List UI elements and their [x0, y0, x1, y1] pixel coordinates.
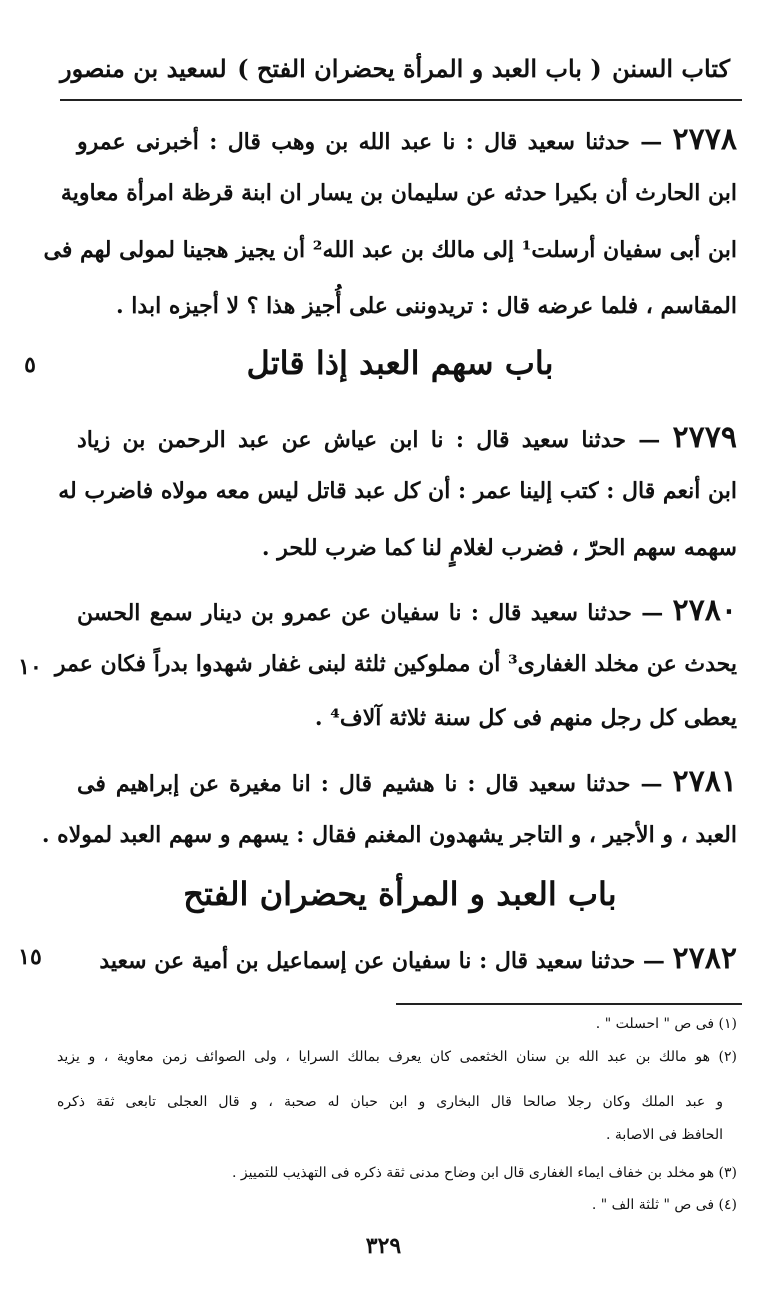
margin-line-number: ١٠: [18, 654, 42, 680]
hadith-2779-line-1: ٢٧٧٩ — حدثنا سعيد قال : نا ابن عياش عن عبد الرحمن بن زياد: [77, 420, 737, 455]
margin-line-number: ١٥: [18, 944, 42, 970]
hadith-2778-line-4: المقاسم ، فلما عرضه قال : تريدوننى على أُجيز هذا ؟ لا أجيزه ابدا .: [115, 293, 737, 319]
chapter-title: باب سهم العبد إذا قاتل: [246, 344, 554, 382]
margin-line-number: ٥: [24, 352, 36, 378]
hadith-number: ٢٧٨٠: [672, 593, 737, 628]
footnote-rule: [396, 1003, 742, 1005]
hadith-2779-line-2: ابن أنعم قال : كتب إلينا عمر : أن كل عبد قاتل ليس معه مولاه فاضرب له: [58, 478, 737, 504]
hadith-2779-line-3: سهمه سهم الحرّ ، فضرب لغلامٍ لنا كما ضرب للحر .: [261, 535, 737, 561]
chapter-title: باب العبد و المرأة يحضران الفتح: [183, 875, 617, 913]
hadith-number: ٢٧٧٨: [672, 122, 737, 157]
hadith-number: ٢٧٧٩: [672, 420, 737, 455]
hadith-2780-line-3: يعطى كل رجل منهم فى كل سنة ثلاثة آلاف⁴ .: [314, 705, 737, 731]
footnote-4: (٤) فى ص " ثلثة الف " .: [591, 1197, 737, 1213]
hadith-2778-line-3: ابن أبى سفيان أرسلت¹ إلى مالك بن عبد الله² أن يجيز هجينا لمولى لهم فى: [43, 237, 737, 263]
hadith-2780-line-2: يحدث عن مخلد الغفارى³ أن مملوكين ثلثة لبنى غفار شهدوا بدراً فكان عمر: [54, 651, 737, 677]
hadith-number: ٢٧٨١: [672, 764, 737, 799]
running-header: [60, 48, 730, 88]
header-author: لسعيد بن منصور: [60, 53, 227, 83]
footnote-2-line-2: و عبد الملك وكان رجلا صالحا قال البخارى و ابن حبان له صحبة ، و قال العجلى تابعى ثقة ذكره: [57, 1094, 723, 1110]
hadith-2780-line-1: ٢٧٨٠ — حدثنا سعيد قال : نا سفيان عن عمرو بن دينار سمع الحسن: [77, 593, 737, 628]
footnote-2-line-1: (٢) هو مالك بن عبد الله بن سنان الخثعمى كان يعرف بمالك السرايا ، ولى الصوائف زمن معاوية ، و يزيد: [57, 1049, 737, 1065]
header-rule: [60, 99, 742, 101]
hadith-2778-line-2: ابن الحارث أن بكيرا حدثه عن سليمان بن يسار ان ابنة قرظة امرأة معاوية: [60, 180, 737, 206]
footnote-2-line-3: الحافظ فى الاصابة .: [605, 1127, 723, 1143]
header-chapter-title: ( باب العبد و المرأة يحضران الفتح ): [237, 53, 602, 83]
hadith-2781-line-2: العبد ، و الأجير ، و التاجر يشهدون المغنم فقال : يسهم و سهم العبد لمولاه .: [41, 822, 737, 848]
hadith-2781-line-1: ٢٧٨١ — حدثنا سعيد قال : نا هشيم قال : انا مغيرة عن إبراهيم فى: [77, 764, 737, 799]
page-number: ٣٢٩: [365, 1233, 402, 1259]
footnote-3: (٣) هو مخلد بن خفاف ايماء الغفارى قال ابن وضاح مدنى ثقة ذكره فى التهذيب للتمييز .: [232, 1165, 737, 1181]
hadith-2778-line-1: ٢٧٧٨ — حدثنا سعيد قال : نا عبد الله بن وهب قال : أخبرنى عمرو: [77, 122, 737, 157]
hadith-2782-line-1: ٢٧٨٢ — حدثنا سعيد قال : نا سفيان عن إسماعيل بن أمية عن سعيد: [99, 941, 737, 976]
header-book-title: كتاب السنن: [612, 53, 730, 83]
footnote-1: (١) فى ص " احسلت " .: [595, 1016, 737, 1032]
hadith-number: ٢٧٨٢: [672, 941, 737, 976]
